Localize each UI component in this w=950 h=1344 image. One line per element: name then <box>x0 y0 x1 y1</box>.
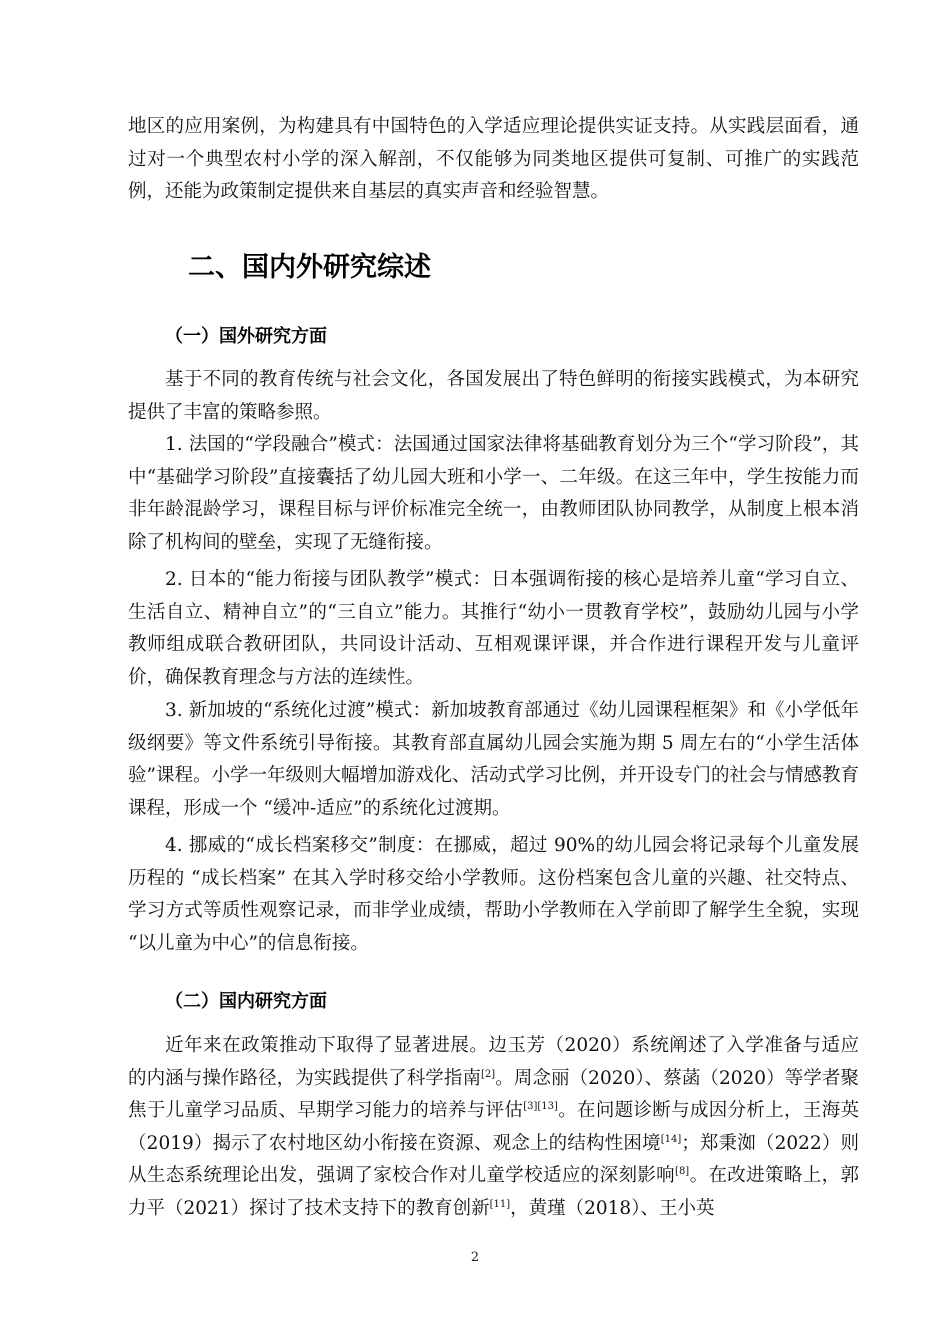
subsection-title-domestic: （二）国内研究方面 <box>165 991 327 1012</box>
page-number: 2 <box>470 1250 480 1265</box>
domestic-text-6: ，黄瑾（2018）、王小英 <box>510 1197 715 1219</box>
domestic-text-3: 。在问题诊断与成因分析上，王海英（2019）揭示了农村地区幼小衔接在资源、观念上的结构性困境 <box>128 1100 859 1154</box>
citation-ref: [2] <box>481 1068 496 1080</box>
foreign-item-norway: 4. 挪威的“成长档案移交”制度：在挪威，超过 90%的幼儿园会将记录每个儿童发展历程的 “成长档案” 在其入学时移交给小学教师。这份档案包含儿童的兴趣、社交特点、学习方式等质性观察记录，而非学业成绩，帮助小学教师在入学前即了解学生全貌，实现 “以儿童为中心”的信息衔接。 <box>128 835 859 954</box>
subsection-title-foreign: （一）国外研究方面 <box>165 326 327 347</box>
domestic-text-5: 。在改进策略上，郭力平（2021）探讨了技术支持下的教育创新 <box>128 1165 859 1219</box>
domestic-paragraph <box>128 1030 859 1225</box>
foreign-item-singapore: 3. 新加坡的“系统化过渡”模式：新加坡教育部通过《幼儿园课程框架》和《小学低年级纲要》等文件系统引导衔接。其教育部直属幼儿园会实施为期 5 周左右的“小学生活体验”课程。小学一年级则大幅增加游戏化、活动式学习比例，并开设专门的社会与情感教育课程，形成一个 “缓冲-适应”的系统化过渡期。 <box>128 700 859 819</box>
citation-ref: [11] <box>489 1198 511 1210</box>
section-title: 二、国内外研究综述 <box>188 252 431 283</box>
intro-paragraph: 地区的应用案例，为构建具有中国特色的入学适应理论提供实证支持。从实践层面看，通过对一个典型农村小学的深入解剖，不仅能够为同类地区提供可复制、可推广的实践范例，还能为政策制定提供来自基层的真实声音和经验智慧。 <box>128 116 859 202</box>
foreign-item-japan: 2. 日本的“能力衔接与团队教学”模式：日本强调衔接的核心是培养儿童“学习自立、生活自立、精神自立”的“三自立”能力。其推行“幼小一贯教育学校”，鼓励幼儿园与小学教师组成联合教研团队，共同设计活动、互相观课评课，并合作进行课程开发与儿童评价，确保教育理念与方法的连续性。 <box>128 569 859 688</box>
domestic-text-4: ；郑秉洳（2022）则从生态系统理论出发，强调了家校合作对儿童学校适应的深刻影响 <box>128 1132 859 1186</box>
domestic-text-1: 近年来在政策推动下取得了显著进展。边玉芳（2020）系统阐述了入学准备与适应的内涵与操作路径，为实践提供了科学指南 <box>128 1035 859 1089</box>
foreign-intro-paragraph: 基于不同的教育传统与社会文化，各国发展出了特色鲜明的衔接实践模式，为本研究提供了丰富的策略参照。 <box>128 369 859 423</box>
citation-ref: [3][13] <box>523 1101 558 1112</box>
citation-ref: [14] <box>660 1133 682 1145</box>
citation-ref: [8] <box>675 1166 690 1177</box>
domestic-text-2: 。周念丽（2020）、蔡菡（2020）等学者聚焦于儿童学习品质、早期学习能力的培养与评估 <box>128 1067 859 1121</box>
foreign-item-france: 1. 法国的“学段融合”模式：法国通过国家法律将基础教育划分为三个“学习阶段”，其中“基础学习阶段”直接囊括了幼儿园大班和小学一、二年级。在这三年中，学生按能力而非年龄混龄学习，课程目标与评价标准完全统一，由教师团队协同教学，从制度上根本消除了机构间的壁垒，实现了无缝衔接。 <box>128 434 859 553</box>
